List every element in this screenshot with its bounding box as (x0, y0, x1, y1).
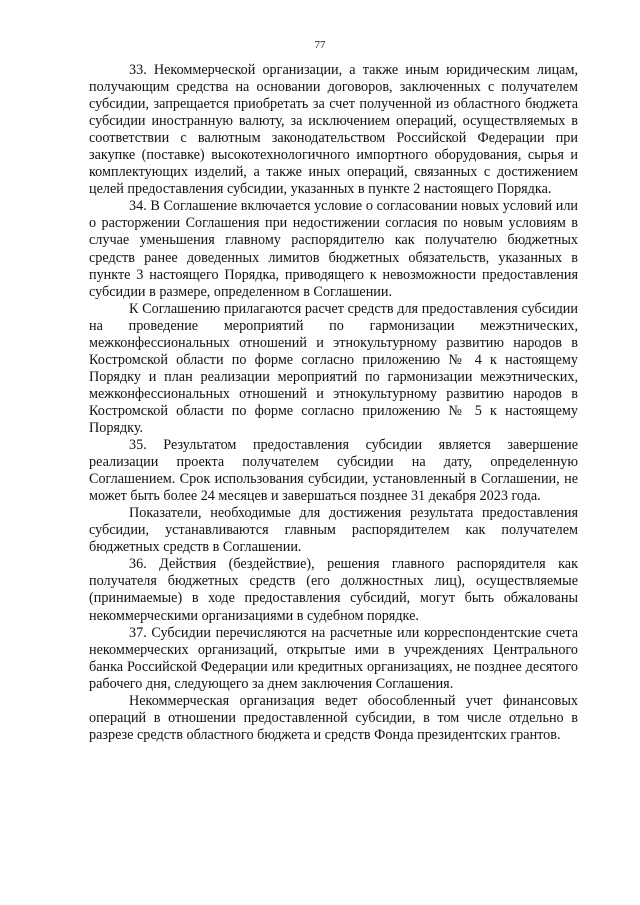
page-number: 77 (314, 39, 326, 51)
paragraph-35-indicators: Показатели, необходимые для достижения результата предоставления субсидии, устанавливаются главным распорядителем как получателем бюджетных средств в Соглашении. (89, 505, 578, 556)
document-body (89, 62, 578, 744)
paragraph-35: 35. Результатом предоставления субсидии является завершение реализации проекта получателем субсидии на дату, определенную Соглашением. Срок использования субсидии, установленный в Соглашении, не может быть более 24 месяцев и завершаться позднее 31 декабря 2023 года. (89, 437, 578, 505)
paragraph-34: 34. В Соглашение включается условие о согласовании новых условий или о расторжении Соглашения при недостижении согласия по новым условиям в случае уменьшения главному распорядителю как получателю бюджетных средств ранее доведенных лимитов бюджетных обязательств, указанных в пункте 3 настоящего Порядка, приводящего к невозможности предоставления субсидии в размере, определенном в Соглашении. (89, 198, 578, 300)
paragraph-36: 36. Действия (бездействие), решения главного распорядителя как получателя бюджетных средств (его должностных лиц), осуществляемые (принимаемые) в ходе предоставления субсидий, могут быть обжалованы некоммерческими организациями в судебном порядке. (89, 556, 578, 624)
paragraph-37-accounting: Некоммерческая организация ведет обособленный учет финансовых операций в отношении предоставленной субсидии, в том числе отдельно в разрезе средств областного бюджета и средств Фонда президентских грантов. (89, 692, 578, 743)
paragraph-37: 37. Субсидии перечисляются на расчетные или корреспондентские счета некоммерческих организаций, открытые ими в учреждениях Центрального банка Российской Федерации или кредитных организациях, не позднее десятого рабочего дня, следующего за днем заключения Соглашения. (89, 624, 578, 692)
paragraph-34-attachments: К Соглашению прилагаются расчет средств для предоставления субсидии на проведение мероприятий по гармонизации межэтнических, межконфессиональных отношений и этнокультурному развитию народов в Костромской области по форме согласно приложению № 4 к настоящему Порядку и план реализации мероприятий по гармонизации межэтнических, межконфессиональных отношений и этнокультурному развитию народов в Костромской области по форме согласно приложению № 5 к настоящему Порядку. (89, 300, 578, 436)
paragraph-33: 33. Некоммерческой организации, а также иным юридическим лицам, получающим средства на основании договоров, заключенных с получателем субсидии, запрещается приобретать за счет полученной из областного бюджета субсидии иностранную валюту, за исключением операций, осуществляемых в соответствии с валютным законодательством Российской Федерации при закупке (поставке) высокотехнологичного импортного оборудования, сырья и комплектующих изделий, а также иных операций, связанных с достижением целей предоставления субсидии, указанных в пункте 2 настоящего Порядка. (89, 62, 578, 198)
